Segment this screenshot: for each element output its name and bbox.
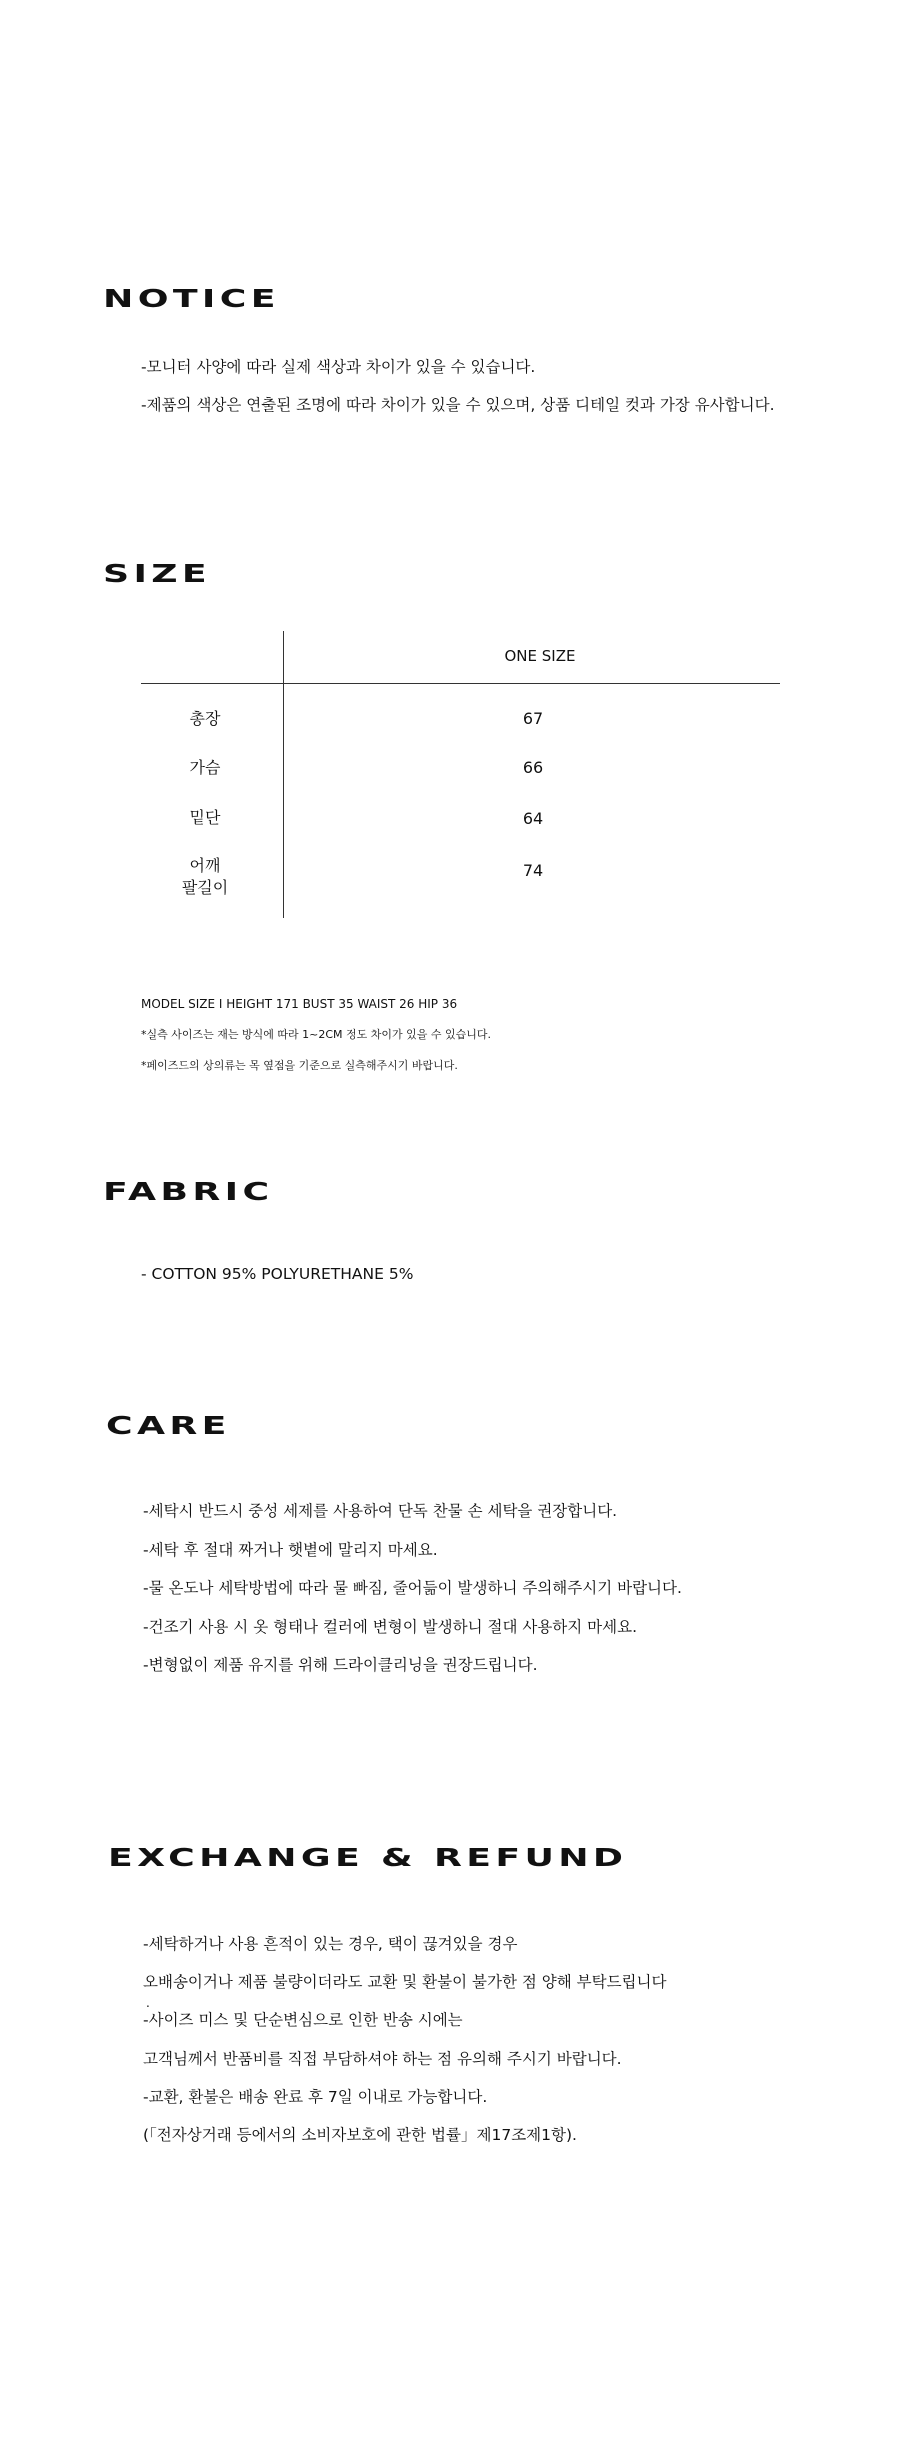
exchange-line-3: -사이즈 미스 및 단순변심으로 인한 반송 시에는 — [143, 2011, 463, 2029]
size-note-2: *페이즈드의 상의류는 목 옆점을 기준으로 실측해주시기 바랍니다. — [141, 1059, 458, 1072]
table-row-label: 총장 — [189, 709, 221, 728]
notice-line-2: -제품의 색상은 연출된 조명에 따라 차이가 있을 수 있으며, 상품 디테일 컷과 가장 유사합니다. — [141, 396, 775, 414]
table-row-label: 가슴 — [189, 758, 221, 777]
notice-heading: NOTICE — [103, 284, 280, 313]
table-row-label: 밑단 — [189, 808, 221, 827]
exchange-line-1: -세탁하거나 사용 흔적이 있는 경우, 택이 끊겨있을 경우 — [143, 1935, 518, 1953]
fabric-heading: FABRIC — [103, 1177, 274, 1206]
exchange-refund-heading: EXCHANGE & REFUND — [108, 1843, 628, 1872]
size-heading: SIZE — [103, 559, 212, 588]
notice-line-1: -모니터 사양에 따라 실제 색상과 차이가 있을 수 있습니다. — [141, 358, 536, 376]
fabric-composition: - COTTON 95% POLYURETHANE 5% — [141, 1265, 414, 1283]
care-line-2: -세탁 후 절대 짜거나 햇볕에 말리지 마세요. — [143, 1541, 438, 1559]
care-line-3: -물 온도나 세탁방법에 따라 물 빠짐, 줄어듦이 발생하니 주의해주시기 바랍니다. — [143, 1579, 682, 1597]
exchange-line-6: (「전자상거래 등에서의 소비자보호에 관한 법률」제17조제1항). — [143, 2126, 577, 2144]
table-row-value: 64 — [522, 809, 544, 828]
table-row-value: 74 — [522, 861, 544, 880]
care-line-4: -건조기 사용 시 옷 형태나 컬러에 변형이 발생하니 절대 사용하지 마세요. — [143, 1618, 638, 1636]
care-heading: CARE — [106, 1411, 231, 1440]
exchange-line-5: -교환, 환불은 배송 완료 후 7일 이내로 가능합니다. — [143, 2088, 488, 2106]
care-line-1: -세탁시 반드시 중성 세제를 사용하여 단독 찬물 손 세탁을 권장합니다. — [143, 1502, 618, 1520]
exchange-line-2: 오배송이거나 제품 불량이더라도 교환 및 환불이 불가한 점 양해 부탁드립니다 — [143, 1973, 667, 1991]
model-size: MODEL SIZE I HEIGHT 171 BUST 35 WAIST 26 HIP 36 — [141, 997, 458, 1011]
table-row-value: 67 — [522, 709, 544, 728]
size-note-1: *실측 사이즈는 재는 방식에 따라 1~2CM 정도 차이가 있을 수 있습니다. — [141, 1028, 491, 1041]
exchange-line-4: 고객님께서 반품비를 직접 부담하셔야 하는 점 유의해 주시기 바랍니다. — [143, 2050, 622, 2068]
table-row-label: 어깨 — [189, 856, 221, 875]
table-vertical-divider — [283, 631, 284, 918]
stray-dot: . — [146, 1996, 150, 2010]
table-row-value: 66 — [522, 758, 544, 777]
table-header-one-size: ONE SIZE — [504, 647, 576, 665]
care-line-5: -변형없이 제품 유지를 위해 드라이클리닝을 권장드립니다. — [143, 1656, 538, 1674]
table-header-divider — [141, 683, 780, 684]
table-row-label: 팔길이 — [181, 878, 229, 897]
